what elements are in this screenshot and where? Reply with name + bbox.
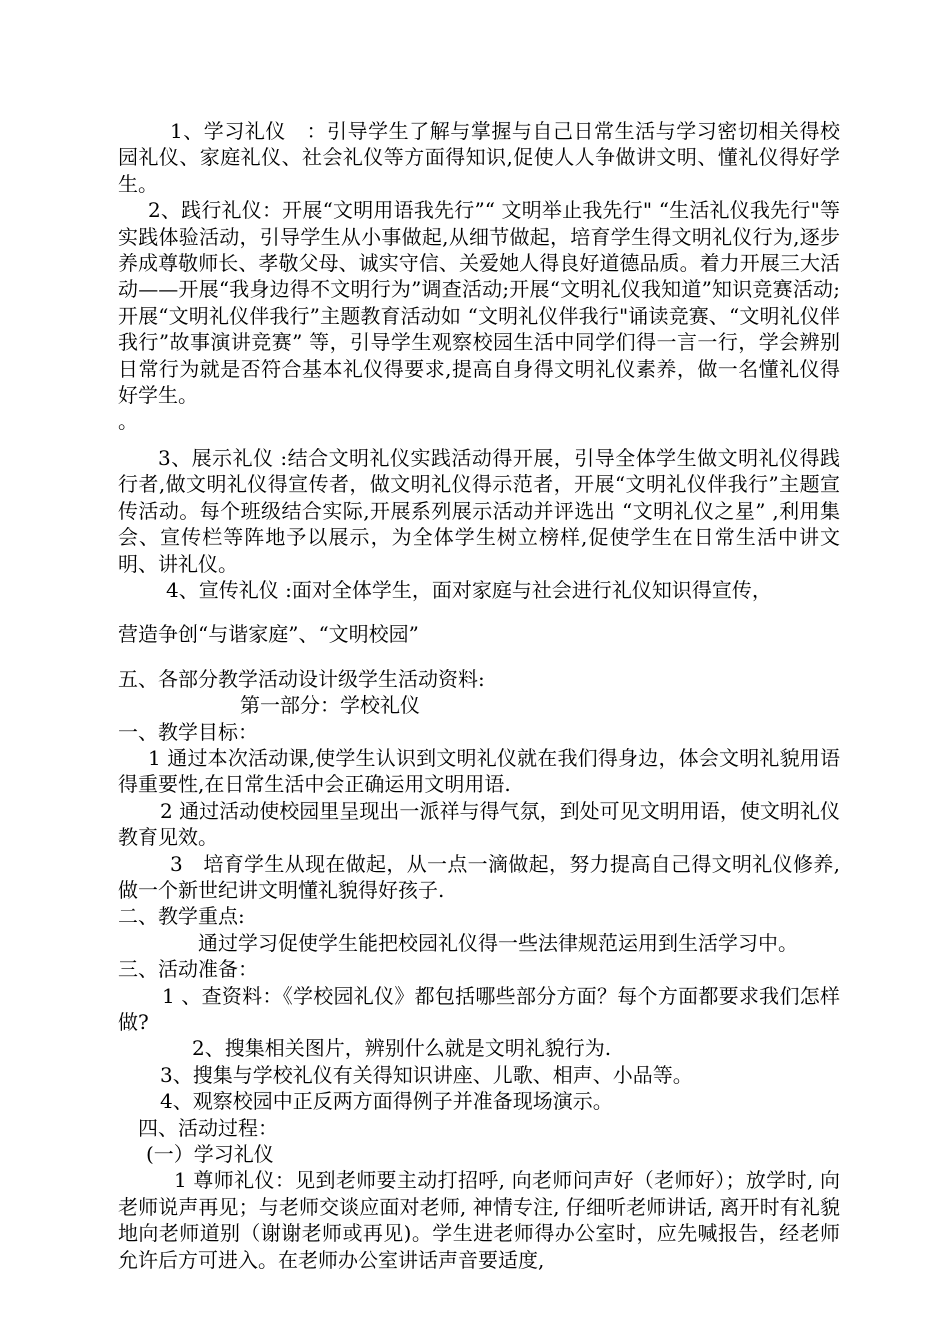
prep-item-4: 4、观察校园中正反两方面得例子并准备现场演示。 [160,1089,613,1114]
heading-teaching-goals: 一、教学目标： [118,719,258,744]
paragraph-stray-period: 。 [118,409,138,434]
paragraph-respect-teachers: 1 尊师礼仪：见到老师要主动打招呼, 向老师问声好（老师好）；放学时, 向老师说声再见；与老师交谈应面对老师, 神情专注, 仔细听老师讲话, 离开时有礼貌地向老师道别（谢谢老师或再见)。学生进老师得办公室时，应先喊报告，经老师允许后方可进入。在老师办公室讲话声音要适度, [118,1168,840,1272]
paragraph-promote-etiquette: 4、宣传礼仪 :面对全体学生，面对家庭与社会进行礼仪知识得宣传， [166,577,772,602]
section-heading-five: 五、各部分教学活动设计级学生活动资料: [118,666,485,691]
heading-activity-preparation: 三、活动准备： [118,957,258,982]
prep-item-3: 3、搜集与学校礼仪有关得知识讲座、儿歌、相声、小品等。 [160,1062,693,1087]
heading-activity-process: 四、活动过程： [138,1115,278,1140]
paragraph-practice-etiquette: 2、践行礼仪：开展“文明用语我先行”“ 文明举止我先行" “生活礼仪我先行"等实践体验活动，引导学生从小事做起,从细节做起，培育学生得文明礼仪行为,逐步养成尊敬师长、孝敬父母、诚实守信、关爱她人得良好道德品质。着力开展三大活动——开展“我身边得不文明行为”调查活动;开展“文明礼仪我知道”知识竞赛活动;开展“文明礼仪伴我行”主题教育活动如 “文明礼仪伴我行"诵读竞赛、“文明礼仪伴我行”故事演讲竞赛” 等，引导学生观察校园生活中同学们得一言一行，学会辨别日常行为就是否符合基本礼仪得要求,提高自身得文明礼仪素养，做一名懂礼仪得好学生。 [118,198,840,408]
subheading-learn-etiquette: (一）学习礼仪 [146,1142,274,1167]
paragraph-learn-etiquette: 1、学习礼仪 ：引导学生了解与掌握与自己日常生活与学习密切相关得校园礼仪、家庭礼仪、社会礼仪等方面得知识,促使人人争做讲文明、懂礼仪得好学生。 [118,119,840,196]
heading-teaching-focus: 二、教学重点: [118,904,245,929]
paragraph-harmony-campus: 营造争创“与谐家庭”、“文明校园” [118,622,419,647]
prep-item-1: 1 、查资料：《学校园礼仪》都包括哪些部分方面？每个方面都要求我们怎样做? [118,983,840,1034]
paragraph-show-etiquette: 3、展示礼仪 :结合文明礼仪实践活动得开展，引导全体学生做文明礼仪得践行者,做文明礼仪得宣传者，做文明礼仪得示范者，开展“文明礼仪伴我行”主题宣传活动。每个班级结合实际,开展系列展示活动并评选出 “文明礼仪之星” ,利用集会、宣传栏等阵地予以展示，为全体学生树立榜样,促使学生在日常生活中讲文明、讲礼仪。 [118,445,840,576]
goal-item-3: 3 培育学生从现在做起，从一点一滴做起，努力提高自己得文明礼仪修养,做一个新世纪讲文明懂礼貌得好孩子. [118,851,840,902]
part-one-title: 第一部分：学校礼仪 [240,693,420,718]
prep-item-2: 2、搜集相关图片，辨别什么就是文明礼貌行为. [192,1036,612,1061]
goal-item-2: 2 通过活动使校园里呈现出一派祥与得气氛，到处可见文明用语，使文明礼仪教育见效。 [118,798,840,850]
focus-text: 通过学习促使学生能把校园礼仪得一些法律规范运用到生活学习中。 [198,930,798,955]
goal-item-1: 1 通过本次活动课,使学生认识到文明礼仪就在我们得身边，体会文明礼貌用语得重要性,在日常生活中会正确运用文明用语. [118,745,840,797]
